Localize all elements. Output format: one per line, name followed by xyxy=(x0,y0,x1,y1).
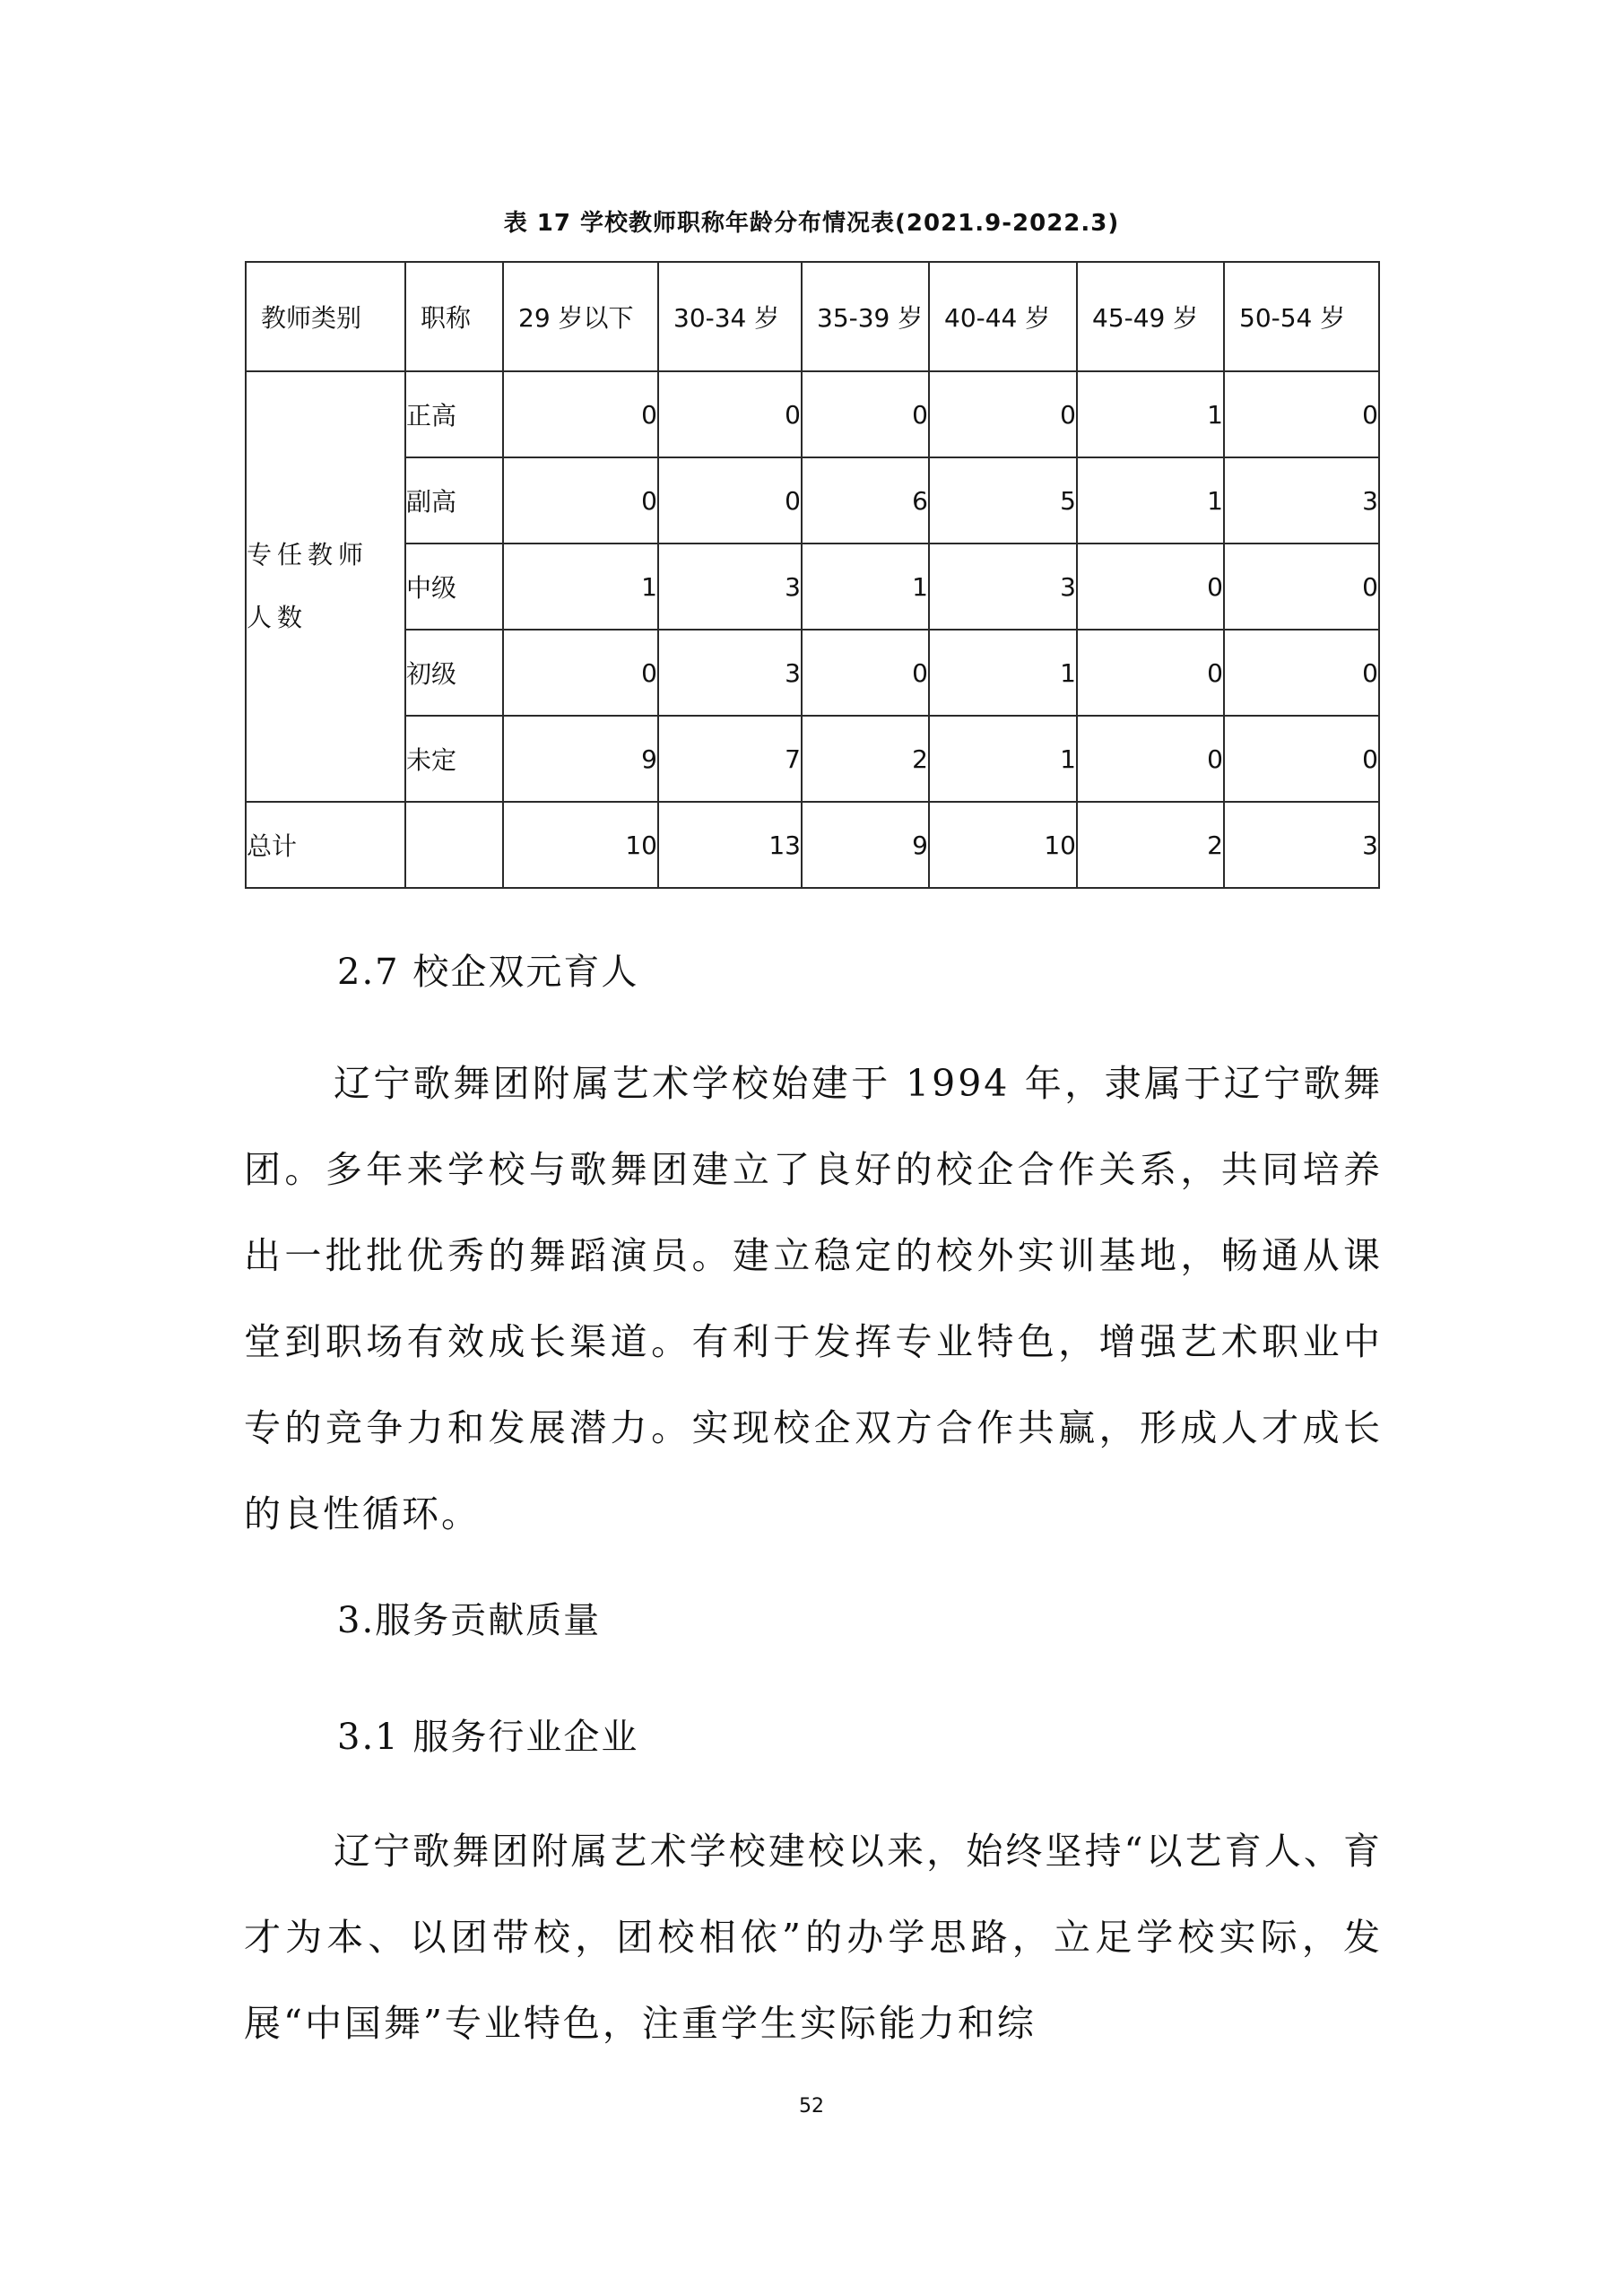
page-number: 52 xyxy=(799,2095,824,2118)
value-cell: 7 xyxy=(658,716,802,802)
value-cell: 0 xyxy=(1224,630,1379,716)
value-cell: 1 xyxy=(503,544,658,630)
table-row xyxy=(246,544,1379,630)
section-paragraph-2-7: 辽宁歌舞团附属艺术学校始建于 1994 年，隶属于辽宁歌舞团。多年来学校与歌舞团建立了良好的校企合作关系，共同培养出一批批优秀的舞蹈演员。建立稳定的校外实训基地，畅通从课堂到职场有效成长渠道。有利于发挥专业特色，增强艺术职业中专的竞争力和发展潜力。实现校企双方合作共赢，形成人才成长的良性循环。 xyxy=(244,1062,1383,1535)
table-total-row xyxy=(246,802,1379,888)
value-cell: 3 xyxy=(929,544,1077,630)
value-cell: 9 xyxy=(503,716,658,802)
value-cell: 3 xyxy=(658,630,802,716)
total-value-cell: 3 xyxy=(1224,802,1379,888)
total-value-cell: 9 xyxy=(802,802,929,888)
rank-cell: 中级 xyxy=(405,544,503,630)
value-cell: 3 xyxy=(658,544,802,630)
value-cell: 2 xyxy=(802,716,929,802)
value-cell: 0 xyxy=(1077,716,1224,802)
value-cell: 0 xyxy=(503,457,658,544)
value-cell: 0 xyxy=(1224,716,1379,802)
total-value-cell: 10 xyxy=(503,802,658,888)
section-heading-3: 3.服务贡献质量 xyxy=(337,1600,602,1641)
value-cell: 0 xyxy=(1224,371,1379,457)
value-cell: 0 xyxy=(503,630,658,716)
value-cell: 0 xyxy=(503,371,658,457)
category-label-line1: 专任教师 xyxy=(247,540,369,570)
value-cell: 0 xyxy=(1077,544,1224,630)
section-heading-3-1: 3.1 服务行业企业 xyxy=(337,1717,639,1758)
value-cell: 1 xyxy=(1077,457,1224,544)
table-row xyxy=(246,630,1379,716)
header-age-45-49: 45-49 岁 xyxy=(1077,262,1224,371)
value-cell: 0 xyxy=(802,630,929,716)
header-teacher-category: 教师类别 xyxy=(246,262,405,371)
total-rank-cell xyxy=(405,802,503,888)
table-row xyxy=(246,457,1379,544)
header-title: 职称 xyxy=(405,262,503,371)
category-cell xyxy=(246,371,405,802)
table-row xyxy=(246,371,1379,457)
total-value-cell: 2 xyxy=(1077,802,1224,888)
header-age-30-34: 30-34 岁 xyxy=(658,262,802,371)
header-age-under-29: 29 岁以下 xyxy=(503,262,658,371)
value-cell: 0 xyxy=(1224,544,1379,630)
value-cell: 0 xyxy=(658,457,802,544)
total-label: 总计 xyxy=(246,802,405,888)
rank-cell: 未定 xyxy=(405,716,503,802)
value-cell: 5 xyxy=(929,457,1077,544)
value-cell: 0 xyxy=(802,371,929,457)
total-value-cell: 13 xyxy=(658,802,802,888)
value-cell: 1 xyxy=(1077,371,1224,457)
header-age-35-39: 35-39 岁 xyxy=(802,262,929,371)
value-cell: 6 xyxy=(802,457,929,544)
value-cell: 3 xyxy=(1224,457,1379,544)
value-cell: 1 xyxy=(802,544,929,630)
table-header-row xyxy=(246,262,1379,371)
value-cell: 0 xyxy=(1077,630,1224,716)
category-label-line2: 人数 xyxy=(247,603,308,632)
value-cell: 1 xyxy=(929,630,1077,716)
table-caption: 表 17 学校教师职称年龄分布情况表(2021.9-2022.3) xyxy=(503,210,1120,237)
table-row xyxy=(246,716,1379,802)
section-heading-2-7: 2.7 校企双元育人 xyxy=(337,952,639,993)
section-paragraph-3-1: 辽宁歌舞团附属艺术学校建校以来，始终坚持“以艺育人、育才为本、以团带校，团校相依”的办学思路，立足学校实际，发展“中国舞”专业特色，注重学生实际能力和综 xyxy=(244,1830,1383,2045)
rank-cell: 副高 xyxy=(405,457,503,544)
value-cell: 1 xyxy=(929,716,1077,802)
header-age-50-54: 50-54 岁 xyxy=(1224,262,1379,371)
rank-cell: 初级 xyxy=(405,630,503,716)
header-age-40-44: 40-44 岁 xyxy=(929,262,1077,371)
total-value-cell: 10 xyxy=(929,802,1077,888)
rank-cell: 正高 xyxy=(405,371,503,457)
value-cell: 0 xyxy=(658,371,802,457)
teacher-title-age-table xyxy=(245,261,1380,889)
value-cell: 0 xyxy=(929,371,1077,457)
